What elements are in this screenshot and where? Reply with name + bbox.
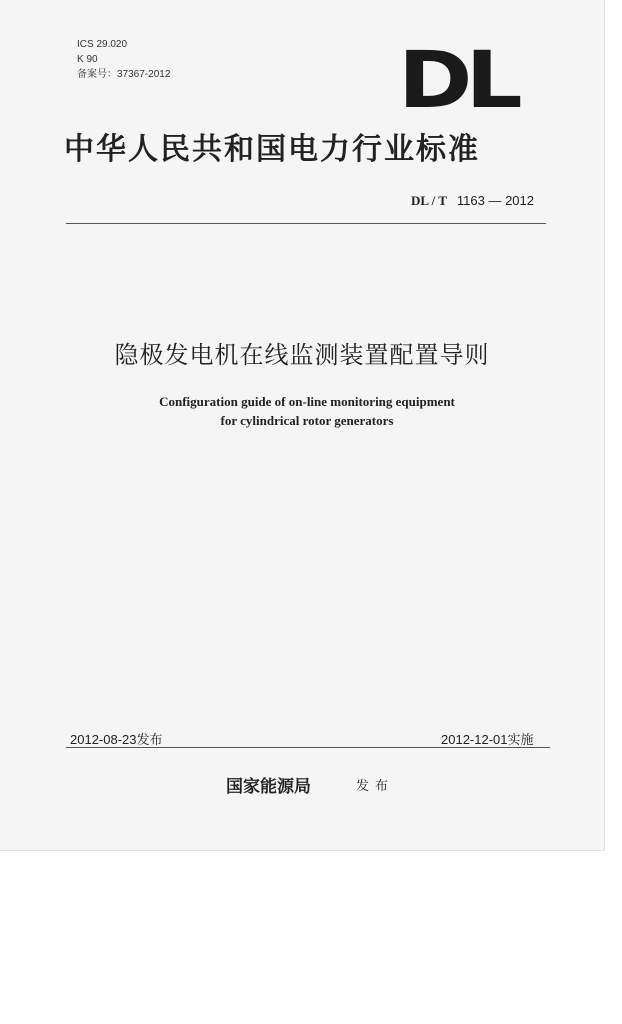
issue-date: 2012-08-23发布 (70, 732, 163, 747)
standard-category-title: 中华人民共和国电力行业标准 (64, 132, 480, 167)
header-divider (66, 223, 546, 224)
document-title-en-line2: for cylindrical rotor generators (220, 413, 394, 428)
document-title-cn: 隐极发电机在线监测装置配置导则 (114, 341, 490, 369)
dl-logo: DL (398, 36, 516, 126)
effective-date: 2012-12-01实施 (441, 732, 534, 747)
standard-code-number: 1163 — 2012 (456, 193, 534, 208)
record-number: 备案号：37367-2012 (77, 69, 171, 80)
footer-divider (66, 747, 550, 748)
publish-label: 发布 (356, 779, 395, 794)
document-title-en (0, 392, 614, 430)
standard-code-prefix: DL / T (411, 193, 447, 208)
publisher-name: 国家能源局 (226, 777, 311, 797)
class-code: K 90 (77, 54, 98, 65)
document-title-en-line1: Configuration guide of on-line monitoring equipment (159, 394, 455, 409)
ics-code: ICS 29.020 (77, 39, 128, 50)
standard-code (411, 193, 534, 209)
